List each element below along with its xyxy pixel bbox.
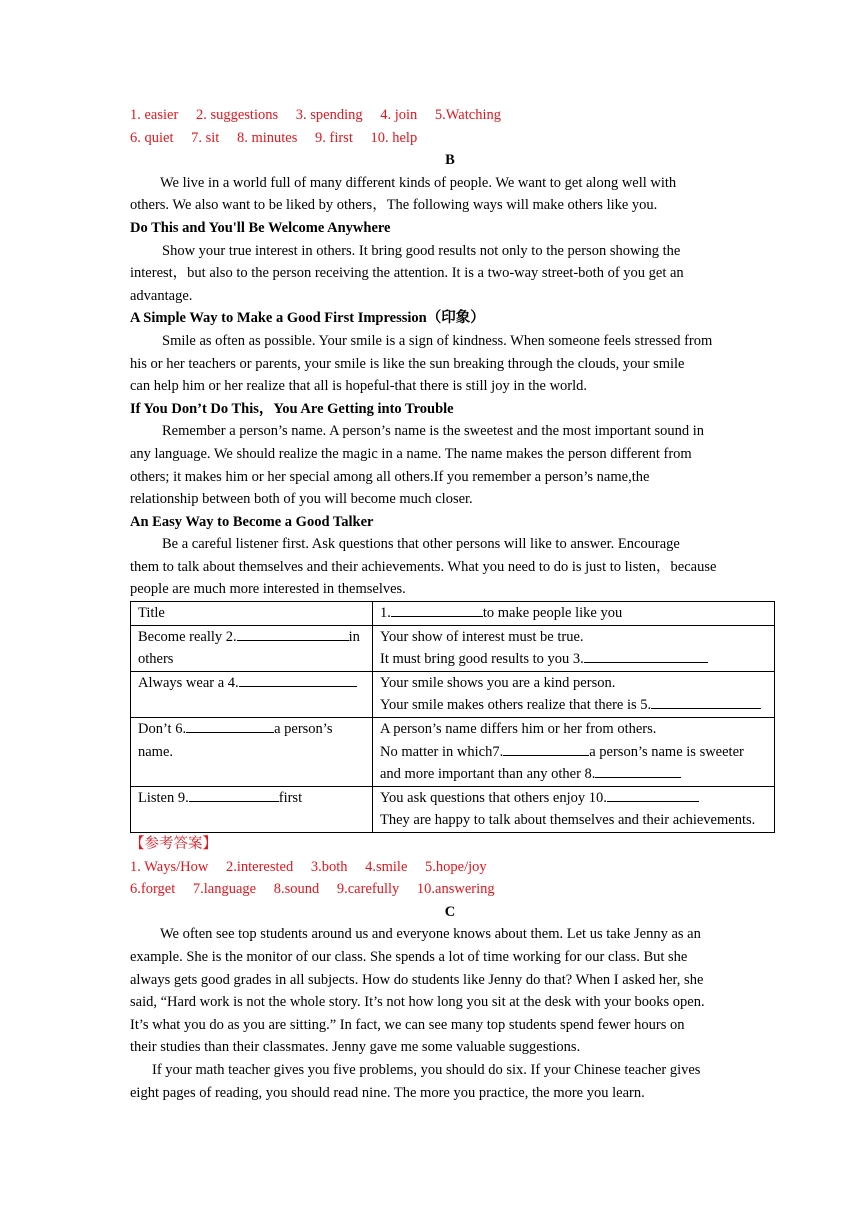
paragraph-name: Remember a person’s name. A person’s name is the sweetest and the most important sound in any language. We should realize the magic in a name. The name makes the person different from others; it makes him or her special among all others.If you remember a person’s name,the relationship between both of you will become much closer. bbox=[130, 423, 705, 508]
table-cell: Become really 2. in others bbox=[131, 625, 373, 671]
answer-item: 8. minutes bbox=[236, 129, 298, 146]
answer-blank bbox=[607, 787, 699, 802]
answer-item: 4.smile bbox=[365, 858, 408, 875]
answer-item: 7.language bbox=[192, 881, 257, 898]
answer-item: 9.carefully bbox=[336, 881, 400, 898]
answer-key-b-row-2 bbox=[130, 878, 770, 901]
answer-item: 10.answering bbox=[416, 881, 495, 898]
document-page bbox=[130, 104, 770, 1104]
subheading-trouble: If You Don’t Do This，You Are Getting into Trouble bbox=[130, 400, 454, 417]
table-cell: 1. to make people like you bbox=[373, 602, 775, 626]
table-cell: Your smile shows you are a kind person. Your smile makes others realize that there is 5. bbox=[373, 671, 775, 717]
table-cell: Listen 9. first bbox=[131, 786, 373, 832]
answer-item: 6.forget bbox=[130, 881, 176, 898]
answer-blank bbox=[595, 763, 681, 778]
table-cell: Your show of interest must be true. It must bring good results to you 3. bbox=[373, 625, 775, 671]
answer-item: 5.Watching bbox=[434, 107, 501, 123]
answer-item: 4. join bbox=[380, 107, 418, 123]
answer-item: 1. easier bbox=[130, 107, 179, 123]
answer-item: 2. suggestions bbox=[195, 107, 279, 123]
answer-item: 5.hope/joy bbox=[425, 858, 487, 875]
table-row bbox=[131, 786, 775, 832]
paragraph-listener: Be a careful listener first. Ask questions that other persons will like to answer. Encourage them to talk about themselves and their achievements. What you need to do is just to listen，because people are much more interested in themselves. bbox=[130, 536, 717, 598]
answer-item: 7. sit bbox=[191, 129, 220, 146]
section-c-heading: C bbox=[444, 903, 456, 920]
answer-key-b-row-1 bbox=[130, 856, 770, 879]
answer-key-a-row-1 bbox=[130, 104, 770, 127]
paragraph-practice: If your math teacher gives you five problems, you should do six. If your Chinese teacher gives eight pages of reading, you should read nine. The more you practice, the more you learn. bbox=[130, 1061, 701, 1101]
paragraph-top-students: We often see top students around us and everyone knows about them. Let us take Jenny as an example. She is the monitor of our class. She spends a lot of time working for our class. But she always gets good grades in all subjects. How do students like Jenny do that? When I asked her, she said, “Hard work is not the whole story. It’s not how long you sit at the desk with your books open. It’s what you do as you are sitting.” In fact, we can see many top students spend fewer hours on their studies than their classmates. Jenny gave me some valuable suggestions. bbox=[130, 926, 705, 1056]
answer-item: 9. first bbox=[315, 129, 353, 146]
answer-blank bbox=[239, 672, 357, 687]
summary-table bbox=[130, 601, 775, 833]
table-cell: Don’t 6. a person’s name. bbox=[131, 718, 373, 787]
paragraph-interest: Show your true interest in others. It bring good results not only to the person showing the interest，but also to the person receiving the attention. It is a two-way street-both of you get an advantage. bbox=[130, 242, 684, 304]
answer-blank bbox=[186, 718, 274, 733]
answer-item: 3. spending bbox=[295, 107, 363, 123]
answer-key-a-row-2 bbox=[130, 127, 770, 150]
subheading-welcome: Do This and You'll Be Welcome Anywhere bbox=[130, 219, 391, 236]
table-cell: Title bbox=[131, 602, 373, 626]
table-row bbox=[131, 671, 775, 717]
answer-blank bbox=[584, 648, 708, 663]
subheading-talker: An Easy Way to Become a Good Talker bbox=[130, 513, 374, 530]
answer-item: 3.both bbox=[310, 858, 348, 875]
answer-item: 10. help bbox=[370, 129, 418, 146]
section-b-intro: We live in a world full of many different kinds of people. We want to get along well with others. We also want to be liked by others，The following ways will make others like you. bbox=[130, 174, 677, 214]
answer-blank bbox=[189, 787, 279, 802]
answer-key-label: 【参考答案】 bbox=[130, 836, 217, 852]
section-b-heading: B bbox=[445, 152, 455, 169]
answer-item: 2.interested bbox=[225, 858, 294, 875]
table-cell: A person’s name differs him or her from others. No matter in which7. a person’s name is sweeter and more important than any other 8. bbox=[373, 718, 775, 787]
table-row bbox=[131, 602, 775, 626]
subheading-impression: A Simple Way to Make a Good First Impression（印象） bbox=[130, 310, 485, 327]
table-row bbox=[131, 625, 775, 671]
answer-blank bbox=[391, 602, 483, 617]
table-cell: You ask questions that others enjoy 10. They are happy to talk about themselves and their achievements. bbox=[373, 786, 775, 832]
answer-item: 8.sound bbox=[273, 881, 320, 898]
answer-item: 1. Ways/How bbox=[130, 858, 209, 875]
answer-blank bbox=[651, 694, 761, 709]
answer-item: 6. quiet bbox=[130, 129, 174, 146]
paragraph-smile: Smile as often as possible. Your smile is a sign of kindness. When someone feels stressed from his or her teachers or parents, your smile is like the sun breaking through the clouds, your smile can help him or her realize that all is hopeful-that there is still joy in the world. bbox=[130, 332, 713, 395]
table-row bbox=[131, 718, 775, 787]
answer-blank bbox=[503, 741, 589, 756]
answer-blank bbox=[237, 626, 349, 641]
table-cell: Always wear a 4. bbox=[131, 671, 373, 717]
